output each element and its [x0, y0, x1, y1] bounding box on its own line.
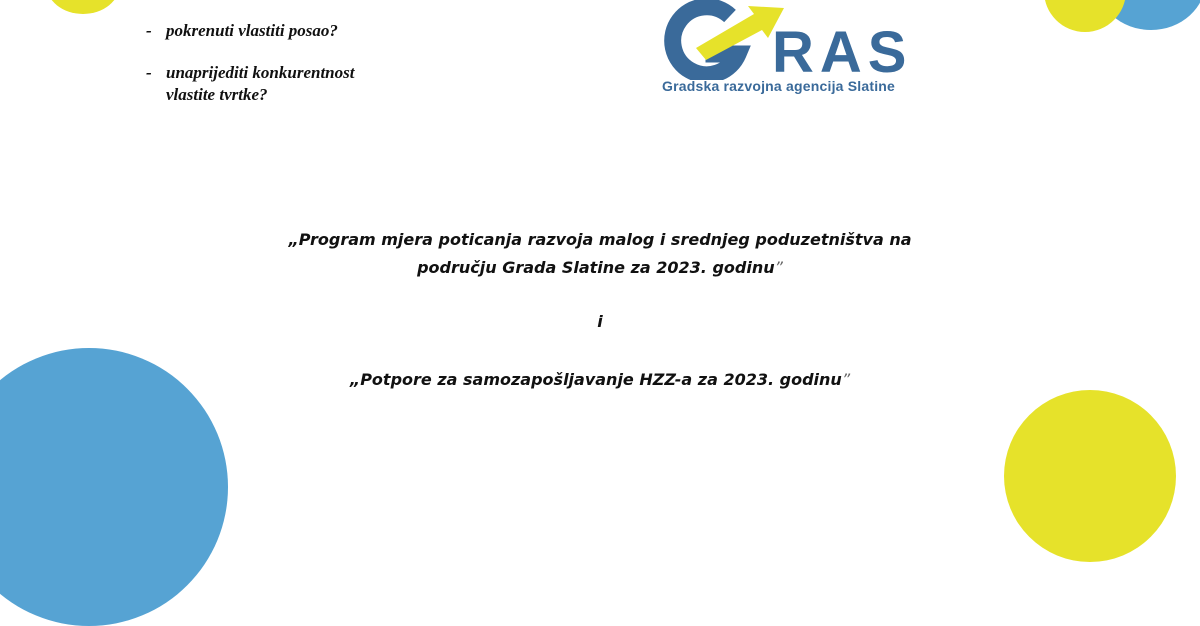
program-title-1-line2-wrap — [240, 254, 960, 282]
program-title-2 — [240, 366, 960, 394]
decor-circle-yellow-top-right — [1044, 0, 1126, 32]
decor-circle-blue-bottom-left — [0, 348, 228, 626]
question-text: unaprijediti konkurentnost vlastite tvrtke? — [166, 63, 355, 104]
program-title-1-line2: području Grada Slatine za 2023. godinu — [417, 258, 775, 277]
bullet-marker: - — [146, 21, 152, 40]
question-text: pokrenuti vlastiti posao? — [166, 21, 338, 40]
logo-tagline: Gradska razvojna agencija Slatine — [662, 78, 896, 94]
bullet-marker: - — [146, 63, 152, 82]
question-item — [146, 62, 406, 106]
program-title-2-text: „Potpore za samozapošljavanje HZZ-a za 2023. godinu — [349, 370, 842, 389]
question-list — [146, 20, 406, 126]
question-item — [146, 20, 406, 42]
program-title-1-line1: „Program mjera poticanja razvoja malog i srednjeg poduzetništva na — [288, 230, 912, 249]
conjunction: i — [597, 312, 603, 331]
decor-circle-yellow-top-left — [46, 0, 120, 14]
program-title-1 — [240, 226, 960, 282]
closing-quote: ” — [774, 258, 783, 277]
closing-quote: ” — [841, 370, 851, 389]
logo-letters: RAS — [772, 20, 913, 80]
gras-logo — [656, 0, 976, 104]
gras-logo-mark — [656, 0, 976, 80]
decor-circle-yellow-bottom-right — [1004, 390, 1176, 562]
